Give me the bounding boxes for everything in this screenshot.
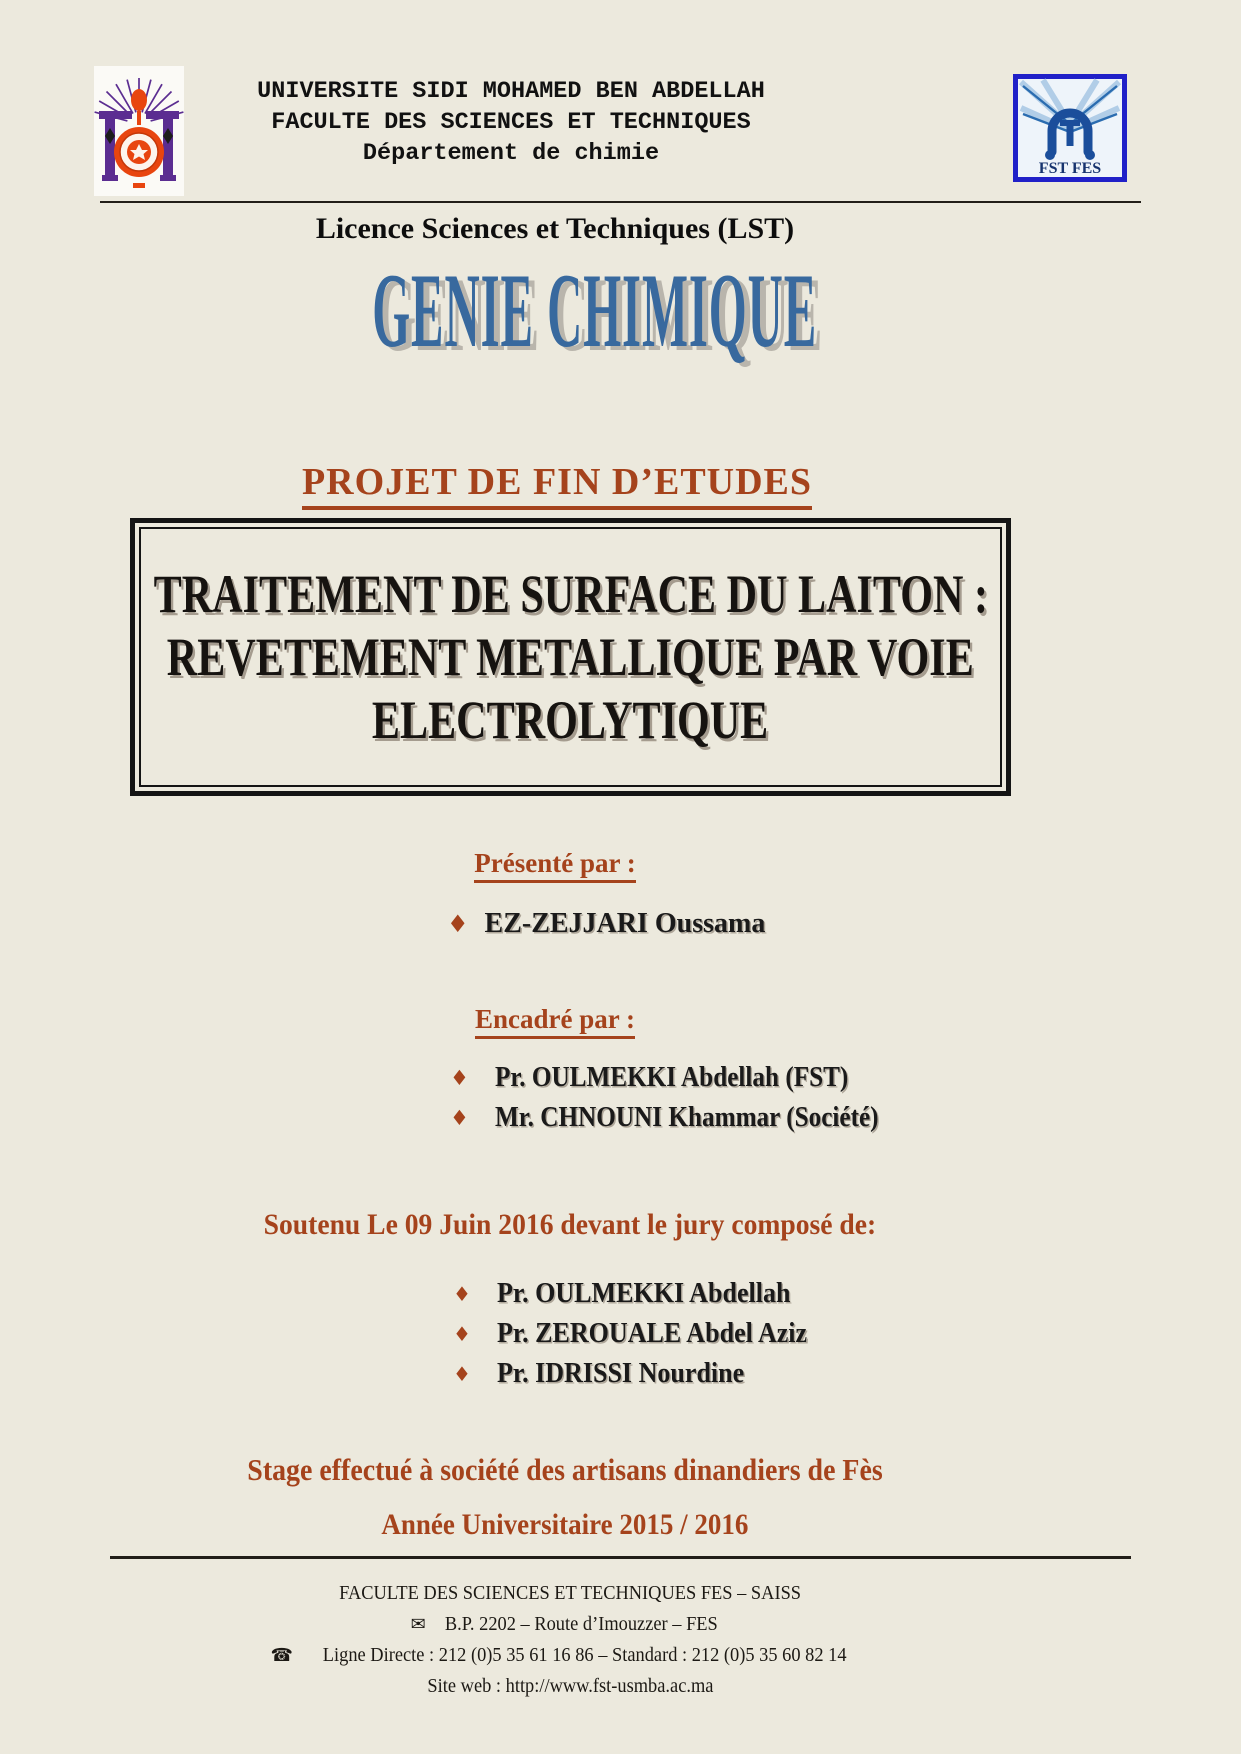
internship-place: Stage effectué à société des artisans dinandiers de Fès [247,1452,883,1487]
jury-member-row [453,1318,830,1350]
jury-member-name: Pr. ZEROUALE Abdel Aziz [496,1318,808,1349]
footer-faculty-text: FACULTE DES SCIENCES ET TECHNIQUES FES – SAISS [339,1582,801,1604]
mail-icon: ✉ [410,1614,426,1635]
field-title-wrap [0,250,1190,372]
jury-member-name: Pr. OULMEKKI Abdellah [496,1278,791,1309]
top-divider [100,201,1141,203]
jury-member-name: Pr. IDRISSI Nourdine [496,1358,745,1389]
usmba-university-logo [94,66,184,196]
supervisor-name: Pr. OULMEKKI Abdellah (FST) [494,1062,849,1093]
footer-website-line [25,1671,1115,1702]
phone-icon: ☎ [270,1645,294,1666]
presented-name-row [447,908,765,940]
diamond-bullet-icon: ♦ [450,1065,469,1090]
footer [25,1578,1115,1702]
subject-line-1: TRAITEMENT DE SURFACE DU LAITON : [153,563,988,624]
footer-phone-line [25,1640,1115,1671]
footer-faculty-line [25,1578,1115,1609]
footer-website-text: Site web : http://www.fst-usmba.ac.ma [426,1675,714,1697]
program-title: Licence Sciences et Techniques (LST) [315,212,795,245]
faculty-name: FACULTE DES SCIENCES ET TECHNIQUES [271,109,751,136]
jury-member-row [453,1358,763,1390]
presented-name: EZ-ZEJJARI Oussama [484,908,766,939]
supervised-heading: Encadré par : [475,1004,635,1039]
supervised-heading-wrap [0,1004,1110,1035]
footer-address-line [25,1609,1115,1640]
fst-fes-logo [1013,74,1127,182]
subject-line-3: ELECTROLYTIQUE [372,689,769,750]
supervisor-name: Mr. CHNOUNI Khammar (Société) [494,1102,879,1133]
diamond-bullet-icon: ♦ [447,910,469,938]
university-name: UNIVERSITE SIDI MOHAMED BEN ABDELLAH [257,78,765,105]
diamond-bullet-icon: ♦ [453,1362,471,1386]
defense-intro: Soutenu Le 09 Juin 2016 devant le jury composé de: [263,1208,877,1241]
bottom-divider [110,1556,1131,1559]
jury-member-row [453,1278,813,1310]
supervisor-row [450,1062,887,1094]
fst-fes-caption: FST FES [1038,160,1102,177]
presented-heading-wrap [0,848,1110,879]
supervisor-row [450,1102,921,1134]
subject-box [130,518,1011,796]
subject-line-2: REVETEMENT METALLIQUE PAR VOIE [167,626,975,687]
academic-year: Année Universitaire 2015 / 2016 [381,1508,749,1541]
doc-type-wrap [0,460,1114,504]
diamond-bullet-icon: ♦ [450,1105,469,1130]
subject-box-inner [139,527,1002,787]
diamond-bullet-icon: ♦ [453,1322,471,1346]
footer-phone-text: Ligne Directe : 212 (0)5 35 61 16 86 – Standard : 212 (0)5 35 60 82 14 [322,1644,847,1666]
header-text-block [228,76,794,169]
presented-heading: Présenté par : [474,848,635,883]
doc-type-title: PROJET DE FIN D’ETUDES [302,461,812,510]
academic-year-wrap [0,1508,1130,1542]
defense-intro-wrap [0,1208,1140,1242]
department-name: Département de chimie [362,140,660,167]
internship-place-wrap [0,1452,1130,1488]
field-title: GENIE CHIMIQUE [372,252,818,369]
footer-address-text: B.P. 2202 – Route d’Imouzzer – FES [444,1613,718,1635]
diamond-bullet-icon: ♦ [453,1282,471,1306]
